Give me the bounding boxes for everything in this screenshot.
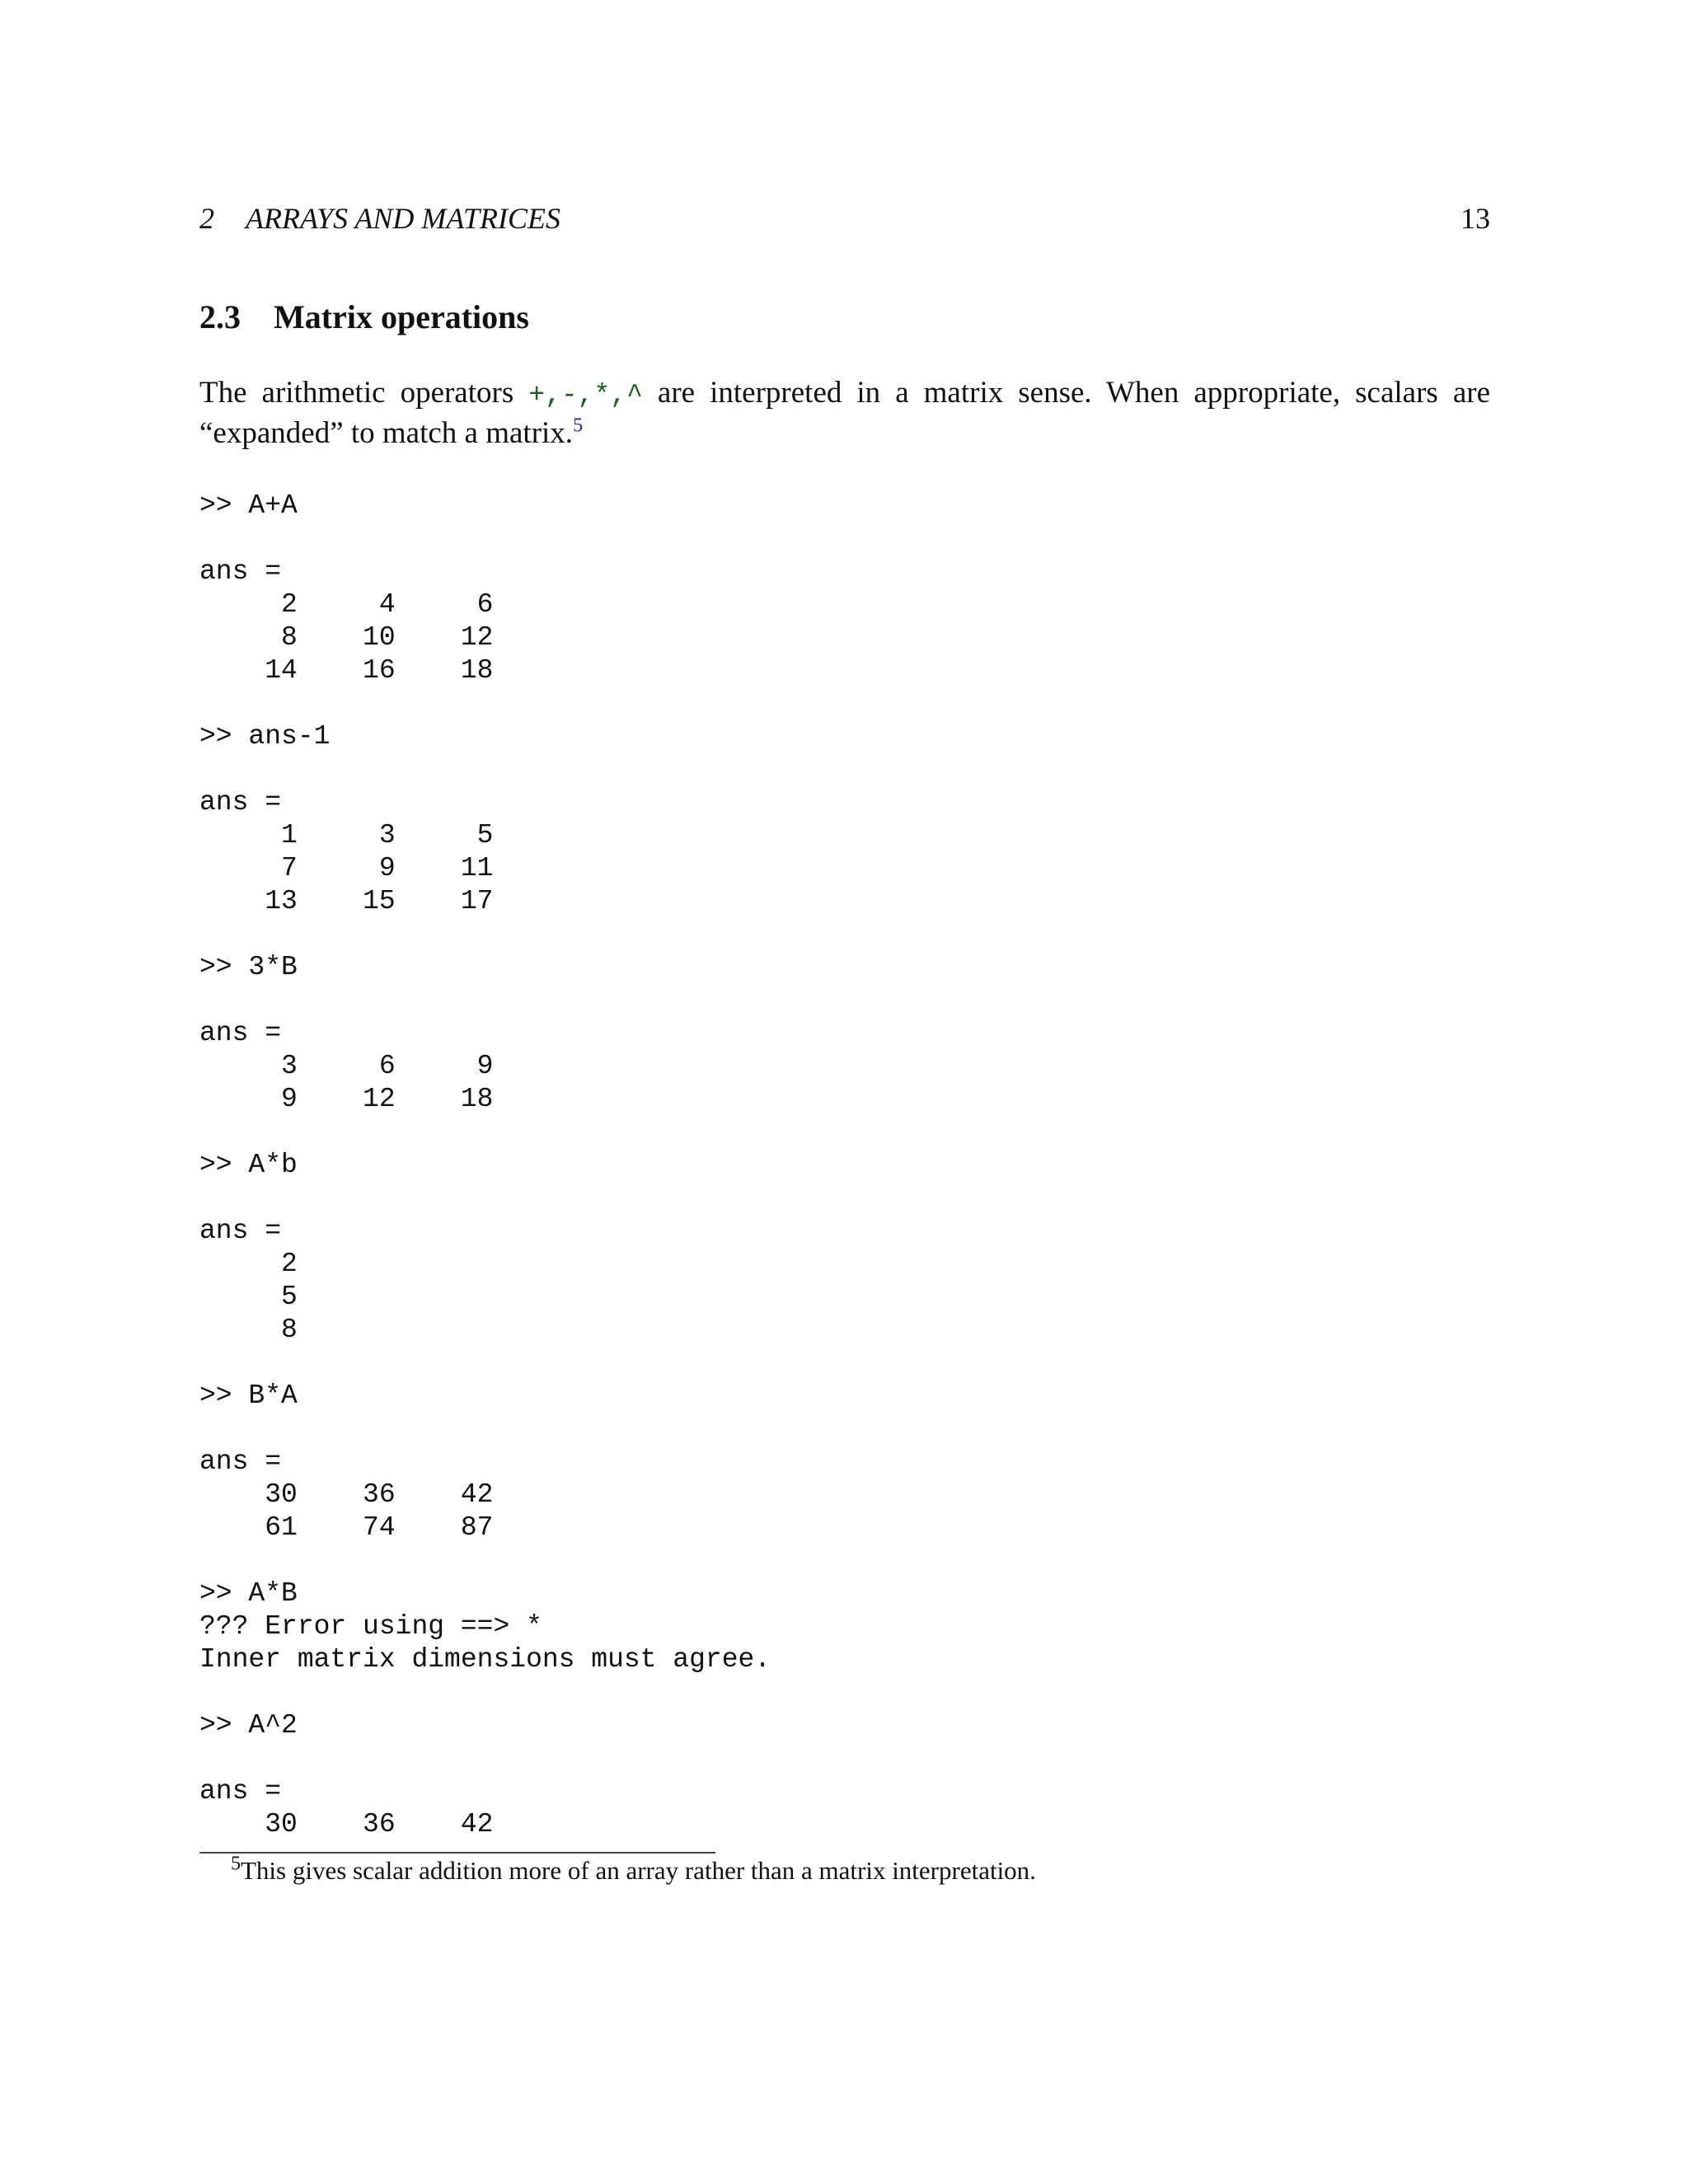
intro-text-start: The arithmetic operators [199, 376, 529, 410]
code-line: 8 [199, 1315, 298, 1345]
code-line: >> A+A [199, 490, 298, 521]
code-line: ans = [199, 1216, 282, 1246]
operator-list: +,-,*,^ [528, 380, 643, 410]
code-line: 13 15 17 [199, 886, 494, 916]
code-line: 7 9 11 [199, 853, 494, 883]
code-line: Inner matrix dimensions must agree. [199, 1644, 771, 1675]
code-line [199, 523, 771, 555]
code-line: 30 36 42 [199, 1479, 494, 1510]
section-heading [199, 297, 529, 338]
code-line [199, 1544, 771, 1577]
section-number: 2.3 [199, 298, 241, 335]
code-line: ??? Error using ==> * [199, 1611, 542, 1642]
page-number: 13 [1461, 202, 1490, 235]
code-line: ans = [199, 787, 282, 818]
code-line: 8 10 12 [199, 622, 494, 653]
code-line: 30 36 42 [199, 1809, 494, 1840]
code-line: >> 3*B [199, 952, 298, 982]
code-line [199, 1347, 771, 1380]
code-line [199, 1116, 771, 1149]
footnote-reference[interactable]: 5 [573, 415, 584, 437]
code-line: >> ans-1 [199, 721, 331, 752]
code-line: 2 [199, 1249, 298, 1279]
code-line: 9 12 18 [199, 1084, 494, 1114]
code-line: >> A^2 [199, 1710, 298, 1741]
code-line: ans = [199, 556, 282, 587]
running-header [199, 200, 1490, 237]
code-line: 14 16 18 [199, 655, 494, 686]
chapter-title: ARRAYS AND MATRICES [246, 202, 560, 235]
code-line: >> B*A [199, 1380, 298, 1411]
intro-text-end: are interpreted in a matrix sense. When appropriate, scalars are “expanded” to match a matrix. [199, 376, 1490, 450]
section-title: Matrix operations [274, 298, 529, 335]
code-line [199, 1676, 771, 1709]
footnote-number: 5 [231, 1853, 241, 1875]
code-line: >> A*B [199, 1578, 298, 1609]
code-line: 61 74 87 [199, 1512, 494, 1543]
code-line: >> A*b [199, 1150, 298, 1180]
footnote-divider [199, 1852, 715, 1854]
code-line [199, 687, 771, 720]
code-line [199, 1742, 771, 1775]
code-line: 3 6 9 [199, 1051, 494, 1081]
code-line: ans = [199, 1446, 282, 1477]
code-line [199, 918, 771, 951]
code-line: ans = [199, 1776, 282, 1807]
code-listing [199, 490, 771, 1841]
code-line [199, 1413, 771, 1446]
code-line: 2 4 6 [199, 589, 494, 620]
chapter-number: 2 [199, 202, 214, 235]
code-line: ans = [199, 1018, 282, 1048]
footnote [231, 1854, 1036, 1887]
code-line: 5 [199, 1282, 298, 1312]
code-line [199, 984, 771, 1017]
code-line: 1 3 5 [199, 820, 494, 851]
intro-paragraph [199, 374, 1490, 452]
code-line [199, 1182, 771, 1215]
code-line [199, 753, 771, 786]
footnote-text: This gives scalar addition more of an array rather than a matrix interpretation. [241, 1856, 1036, 1885]
